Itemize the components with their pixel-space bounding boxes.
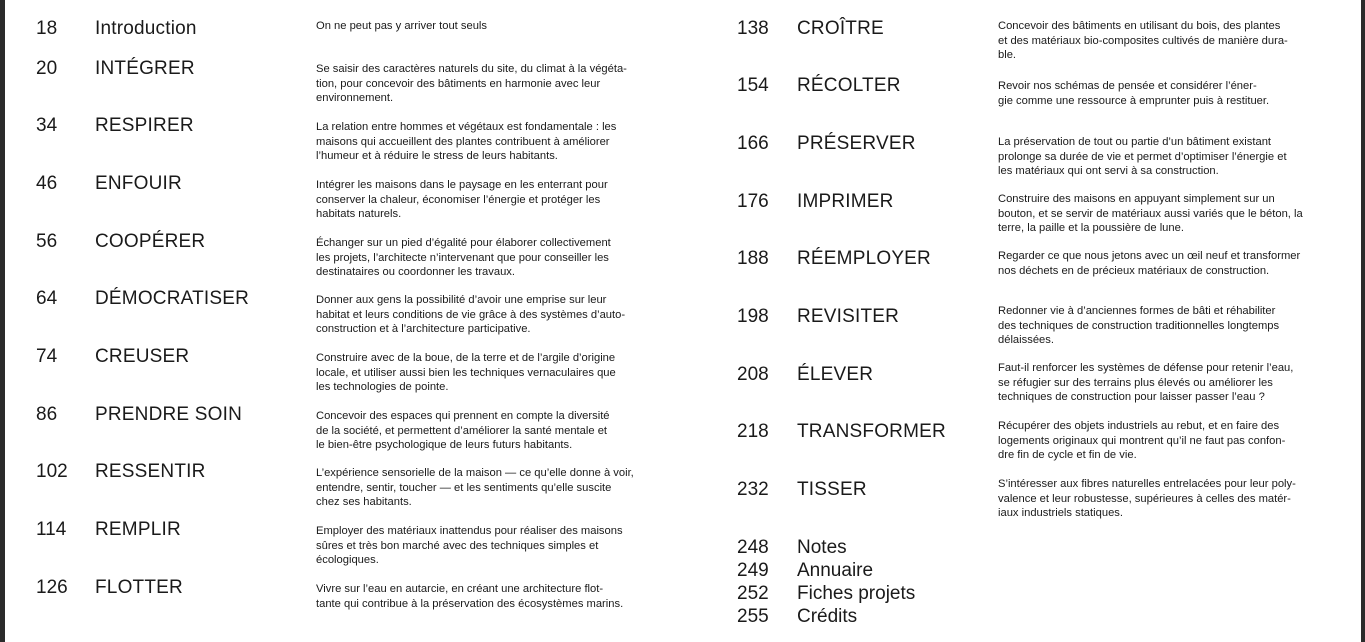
toc-chapter-title: PRÉSERVER [797,133,916,154]
toc-chapter-description: Donner aux gens la possibilité d’avoir une emprise sur leur habitat et leurs conditions de vie grâce à des systèmes d’auto- construction et à l’architecture participative. [316,294,626,336]
toc-chapter-title: COOPÉRER [95,231,206,252]
toc-chapter-title: DÉMOCRATISER [95,288,250,309]
toc-chapter-title: PRENDRE SOIN [95,404,243,425]
toc-chapter-title: REMPLIR [95,519,181,540]
toc-page-number: 198 [737,306,769,327]
toc-page-number: 249 [737,560,769,581]
toc-page-number: 255 [737,606,769,627]
toc-chapter-description: S’intéresser aux fibres naturelles entrelacées pour leur poly- valence et leur robustesse, supérieures à celles des matér- iaux industriels statiques. [998,478,1296,520]
toc-chapter-description: Faut-il renforcer les systèmes de défense pour retenir l’eau, se réfugier sur des terrains plus élevés ou améliorer les techniques de construction pour laisser passer l’eau ? [998,362,1294,404]
toc-page-number: 64 [36,288,58,309]
toc-chapter-description: Regarder ce que nous jetons avec un œil neuf et transformer nos déchets en de précieux matériaux de construction. [998,250,1301,277]
toc-chapter-description: Échanger sur un pied d’égalité pour élaborer collectivement les projets, l’architecte n’intervenant que pour conseiller les destinataires ou coordonner les travaux. [316,237,611,279]
toc-page-number: 248 [737,537,769,558]
toc-chapter-title: Introduction [95,18,197,39]
toc-back-title: Crédits [797,606,858,627]
toc-chapter-title: REVISITER [797,306,900,327]
toc-page-number: 74 [36,346,58,367]
toc-chapter-title: TISSER [797,479,867,500]
toc-chapter-title: RESPIRER [95,115,194,136]
toc-chapter-description: La préservation de tout ou partie d’un bâtiment existant prolonge sa durée de vie et permet d’optimiser l’énergie et les matériaux qui ont servi à sa construction. [998,136,1287,178]
page-edge-left [0,0,5,642]
toc-chapter-description: Intégrer les maisons dans le paysage en les enterrant pour conserver la chaleur, économiser l’énergie et protéger les habitats naturels. [316,179,608,221]
toc-chapter-description: Construire des maisons en appuyant simplement sur un bouton, et se servir de matériaux aussi variés que le béton, la terre, la paille et la poussière de lune. [998,193,1303,235]
toc-back-title: Notes [797,537,847,558]
toc-chapter-description: Récupérer des objets industriels au rebut, et en faire des logements originaux qui montrent qu’il ne faut pas confon- dre fin de cycle et fin de vie. [998,420,1286,462]
toc-page-number: 114 [36,519,67,540]
toc-chapter-description: Construire avec de la boue, de la terre et de l’argile d’origine locale, et utiliser aussi bien les techniques vernaculaires que les technologies de pointe. [316,352,616,394]
toc-chapter-description: Concevoir des espaces qui prennent en compte la diversité de la société, et permettent d’améliorer la santé mentale et le bien-être psychologique de leurs futurs habitants. [316,410,610,452]
toc-page-number: 18 [36,18,58,39]
toc-page-number: 154 [737,75,769,96]
toc-chapter-title: FLOTTER [95,577,183,598]
toc-chapter-description: La relation entre hommes et végétaux est fondamentale : les maisons qui accueillent des plantes contribuent à améliorer l’humeur et à réduire le stress de leurs habitants. [316,121,617,163]
toc-chapter-description: Concevoir des bâtiments en utilisant du bois, des plantes et des matériaux bio-composites cultivés de manière dura- ble. [998,20,1288,62]
toc-page-number: 252 [737,583,769,604]
toc-chapter-title: TRANSFORMER [797,421,946,442]
toc-chapter-title: RESSENTIR [95,461,206,482]
toc-chapter-description: Se saisir des caractères naturels du site, du climat à la végéta- tion, pour concevoir des bâtiments en harmonie avec leur environnement. [316,63,627,105]
toc-chapter-title: CREUSER [95,346,190,367]
toc-page-number: 56 [36,231,58,252]
toc-chapter-title: RÉCOLTER [797,75,901,96]
page-edge-right [1361,0,1365,642]
toc-page-number: 176 [737,191,769,212]
toc-chapter-title: ENFOUIR [95,173,182,194]
toc-page-number: 86 [36,404,58,425]
toc-page-number: 126 [36,577,68,598]
toc-page-number: 166 [737,133,769,154]
toc-page-number: 232 [737,479,769,500]
toc-chapter-title: INTÉGRER [95,58,195,79]
toc-page-number: 138 [737,18,769,39]
toc-chapter-description: On ne peut pas y arriver tout seuls [316,20,488,32]
toc-chapter-title: ÉLEVER [797,364,874,385]
toc-chapter-title: RÉEMPLOYER [797,248,931,269]
toc-page-number: 102 [36,461,68,482]
toc-chapter-title: CROÎTRE [797,18,884,39]
toc-page-number: 34 [36,115,58,136]
toc-chapter-title: IMPRIMER [797,191,894,212]
toc-back-title: Fiches projets [797,583,916,604]
toc-chapter-description: Employer des matériaux inattendus pour réaliser des maisons sûres et très bon marché avec des techniques simples et écologiques. [316,525,623,567]
toc-chapter-description: Vivre sur l’eau en autarcie, en créant une architecture flot- tante qui contribue à la préservation des écosystèmes marins. [316,583,624,610]
toc-page-number: 218 [737,421,769,442]
toc-page-number: 208 [737,364,769,385]
toc-page-number: 188 [737,248,769,269]
toc-page-number: 46 [36,173,58,194]
toc-chapter-description: L’expérience sensorielle de la maison — ce qu’elle donne à voir, entendre, sentir, toucher — et les sentiments qu’elle suscite chez ses habitants. [316,467,634,509]
toc-chapter-description: Redonner vie à d’anciennes formes de bâti et réhabiliter des techniques de construction traditionnelles longtemps délaissées. [998,305,1280,347]
toc-chapter-description: Revoir nos schémas de pensée et considérer l’éner- gie comme une ressource à emprunter puis à restituer. [998,80,1270,107]
toc-page-number: 20 [36,58,58,79]
toc-back-title: Annuaire [797,560,874,581]
